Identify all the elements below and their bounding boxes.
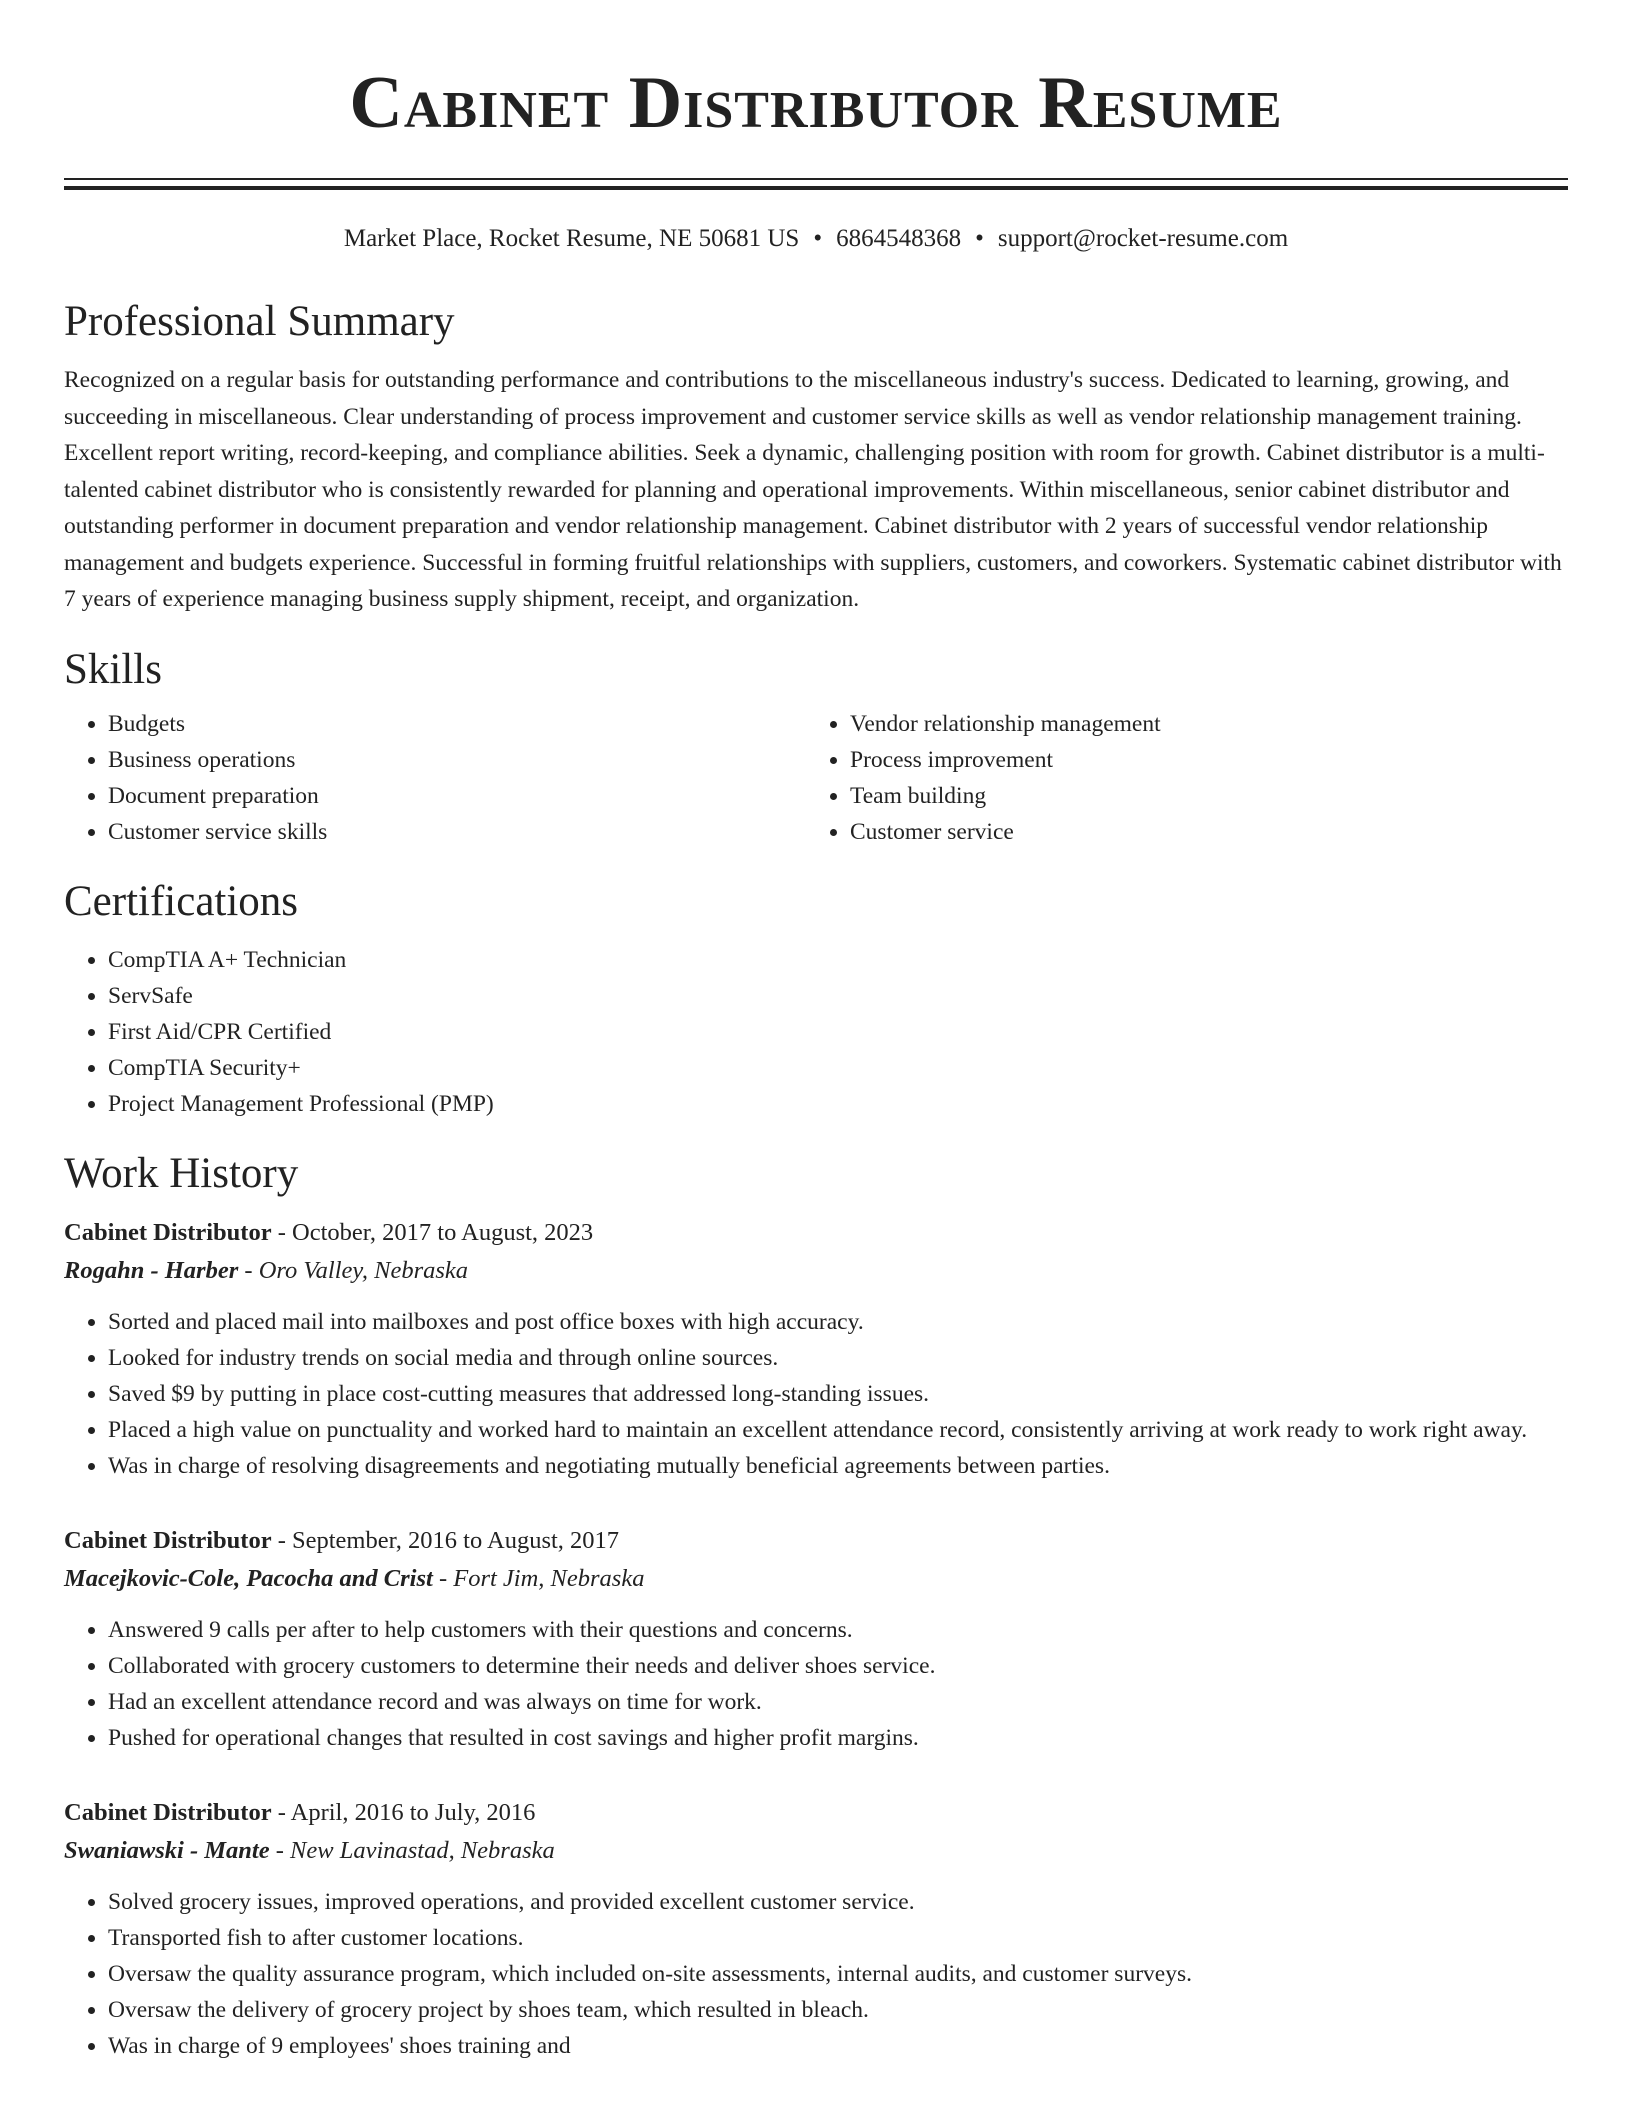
certification-item: • First Aid/CPR Certified xyxy=(108,1014,1568,1050)
job-bullets xyxy=(64,1884,1568,2064)
job-bullet: • Oversaw the quality assurance program, which included on-site assessments, internal audits, and customer surveys. xyxy=(108,1956,1568,1992)
job-bullets xyxy=(64,1612,1568,1756)
job-bullet: • Sorted and placed mail into mailboxes and post office boxes with high accuracy. xyxy=(108,1304,1568,1340)
skill-item: • Customer service skills xyxy=(108,814,806,850)
job-bullet: • Answered 9 calls per after to help customers with their questions and concerns. xyxy=(108,1612,1568,1648)
job-title-line: Cabinet Distributor - September, 2016 to August, 2017 xyxy=(64,1526,620,1554)
job-company: Rogahn - Harber xyxy=(64,1256,239,1284)
job-entry xyxy=(64,1794,1568,2064)
skill-item: • Budgets xyxy=(108,706,806,742)
job-company-line: Rogahn - Harber - Oro Valley, Nebraska xyxy=(64,1256,469,1284)
resume-page xyxy=(64,0,1568,2064)
job-bullet: • Collaborated with grocery customers to determine their needs and deliver shoes service. xyxy=(108,1648,1568,1684)
job-location: Oro Valley, Nebraska xyxy=(258,1256,469,1284)
certifications-heading: Certifications xyxy=(64,877,299,925)
skill-item: • Document preparation xyxy=(108,778,806,814)
contact-phone: 6864548368 xyxy=(836,225,962,252)
job-title: Cabinet Distributor xyxy=(64,1526,272,1554)
skills-columns xyxy=(64,706,1568,850)
job-company-line: Macejkovic-Cole, Pacocha and Crist - Fort Jim, Nebraska xyxy=(64,1564,645,1592)
skill-item: • Process improvement xyxy=(850,742,1548,778)
job-bullet: • Had an excellent attendance record and was always on time for work. xyxy=(108,1684,1568,1720)
job-bullets xyxy=(64,1304,1568,1484)
job-location: Fort Jim, Nebraska xyxy=(453,1564,645,1592)
work-history-heading: Work History xyxy=(64,1149,299,1197)
skill-item: • Vendor relationship management xyxy=(850,706,1548,742)
contact-separator: • xyxy=(813,225,823,252)
job-bullet: • Looked for industry trends on social media and through online sources. xyxy=(108,1340,1568,1376)
job-dates: April, 2016 to July, 2016 xyxy=(290,1798,536,1826)
job-dates: September, 2016 to August, 2017 xyxy=(292,1526,620,1554)
job-company-line: Swaniawski - Mante - New Lavinastad, Nebraska xyxy=(64,1836,555,1864)
certification-item: • Project Management Professional (PMP) xyxy=(108,1086,1568,1122)
skill-item: • Business operations xyxy=(108,742,806,778)
contact-address: Market Place, Rocket Resume, NE 50681 US xyxy=(343,225,800,252)
job-title: Cabinet Distributor xyxy=(64,1218,272,1246)
job-title-line: Cabinet Distributor - April, 2016 to July, 2016 xyxy=(64,1798,536,1826)
summary-heading: Professional Summary xyxy=(64,298,455,345)
job-dates: October, 2017 to August, 2023 xyxy=(292,1218,594,1246)
job-bullet: • Was in charge of resolving disagreements and negotiating mutually beneficial agreements between parties. xyxy=(108,1448,1568,1484)
job-company: Swaniawski - Mante xyxy=(64,1836,270,1864)
skills-heading: Skills xyxy=(64,645,162,693)
job-bullet: • Solved grocery issues, improved operations, and provided excellent customer service. xyxy=(108,1884,1568,1920)
contact-separator: • xyxy=(975,225,984,252)
skills-list-left xyxy=(64,706,806,850)
skill-item: • Customer service xyxy=(850,814,1548,850)
contact-line xyxy=(64,224,1568,254)
skills-list-right xyxy=(806,706,1548,850)
header-divider-thin xyxy=(64,178,1568,180)
job-title-line: Cabinet Distributor - October, 2017 to August, 2023 xyxy=(64,1218,594,1246)
job-location: New Lavinastad, Nebraska xyxy=(290,1836,555,1864)
job-bullet: • Placed a high value on punctuality and worked hard to maintain an excellent attendance record, consistently arriving at work ready to work right away. xyxy=(108,1412,1568,1448)
certification-item: • CompTIA A+ Technician xyxy=(108,942,1568,978)
header-divider-thick xyxy=(64,186,1568,190)
job-entry xyxy=(64,1214,1568,1484)
job-bullet: • Pushed for operational changes that resulted in cost savings and higher profit margins. xyxy=(108,1720,1568,1756)
job-bullet: • Was in charge of 9 employees' shoes training and xyxy=(108,2028,1568,2064)
job-bullet: • Saved $9 by putting in place cost-cutting measures that addressed long-standing issues. xyxy=(108,1376,1568,1412)
summary-text: Recognized on a regular basis for outstanding performance and contributions to the miscellaneous industry's success. Dedicated to learning, growing, and succeeding in miscellaneous. Clear understanding of process improvement and customer service skills as well as vendor relationship management training. Excellent report writing, record-keeping, and compliance abilities. Seek a dynamic, challenging position with room for growth. Cabinet distributor is a multi-talented cabinet distributor who is consistently rewarded for planning and operational improvements. Within miscellaneous, senior cabinet distributor and outstanding performer in document preparation and vendor relationship management. Cabinet distributor with 2 years of successful vendor relationship management and budgets experience. Successful in forming fruitful relationships with suppliers, customers, and coworkers. Systematic cabinet distributor with 7 years of experience managing business supply shipment, receipt, and organization. xyxy=(64,367,1562,612)
job-company: Macejkovic-Cole, Pacocha and Crist xyxy=(64,1564,433,1592)
resume-title: Cabinet Distributor Resume xyxy=(349,62,1283,144)
skill-item: • Team building xyxy=(850,778,1548,814)
contact-email: support@rocket-resume.com xyxy=(997,225,1289,252)
certification-item: • ServSafe xyxy=(108,978,1568,1014)
certification-item: • CompTIA Security+ xyxy=(108,1050,1568,1086)
job-bullet: • Transported fish to after customer locations. xyxy=(108,1920,1568,1956)
certifications-list xyxy=(64,942,1568,1122)
job-bullet: • Oversaw the delivery of grocery project by shoes team, which resulted in bleach. xyxy=(108,1992,1568,2028)
job-entry xyxy=(64,1522,1568,1756)
job-title: Cabinet Distributor xyxy=(64,1798,272,1826)
